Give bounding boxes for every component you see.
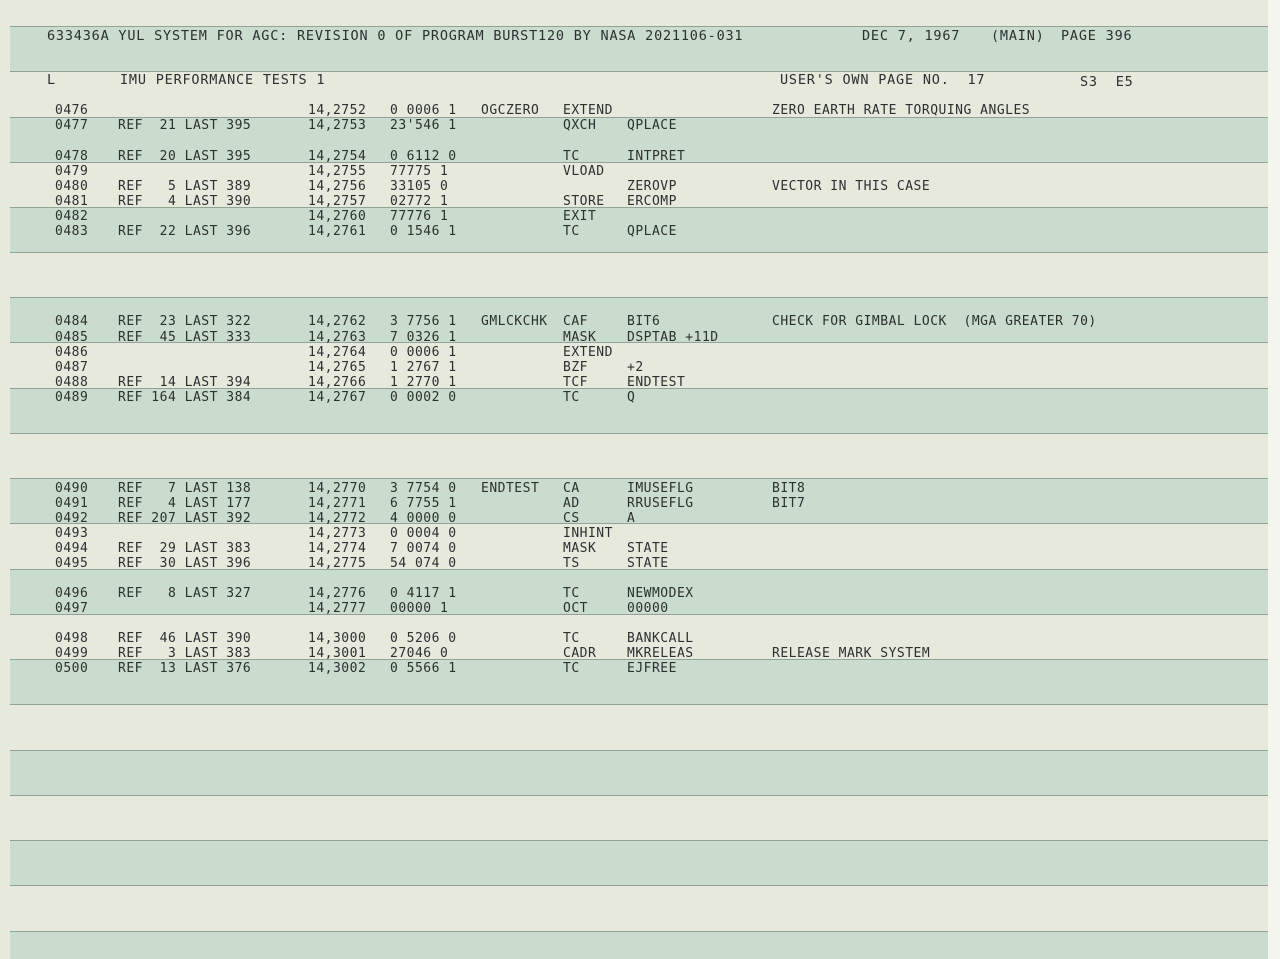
address: 14,2760	[308, 209, 367, 224]
green-band	[10, 840, 1268, 886]
ref-info: REF 4 LAST 390	[118, 194, 252, 209]
address: 14,3001	[308, 646, 367, 661]
line-number: 0487	[55, 360, 89, 375]
ref-info: REF 207 LAST 392	[118, 511, 252, 526]
address: 14,2773	[308, 526, 367, 541]
operand: +2	[627, 360, 644, 375]
octal-word: 0 5566 1	[390, 661, 457, 676]
address: 14,2765	[308, 360, 367, 375]
operand: Q	[627, 390, 636, 405]
operand: MKRELEAS	[627, 646, 694, 661]
opcode: TCF	[563, 375, 588, 390]
opcode: TC	[563, 631, 580, 646]
address: 14,2763	[308, 330, 367, 345]
octal-word: 27046 0	[390, 646, 449, 661]
line-number: 0490	[55, 481, 89, 496]
rule-line	[10, 885, 1268, 886]
opcode: VLOAD	[563, 164, 605, 179]
opcode: OCT	[563, 601, 588, 616]
ref-info: REF 3 LAST 383	[118, 646, 252, 661]
operand: BANKCALL	[627, 631, 694, 646]
line-number: 0493	[55, 526, 89, 541]
opcode: MASK	[563, 541, 597, 556]
line-number: 0494	[55, 541, 89, 556]
operand: STATE	[627, 541, 669, 556]
address: 14,2771	[308, 496, 367, 511]
ref-info: REF 22 LAST 396	[118, 224, 252, 239]
opcode: AD	[563, 496, 580, 511]
octal-word: 77776 1	[390, 209, 449, 224]
line-number: 0478	[55, 149, 89, 164]
comment: RELEASE MARK SYSTEM	[772, 646, 931, 661]
address: 14,2777	[308, 601, 367, 616]
comment: ZERO EARTH RATE TORQUING ANGLES	[772, 103, 1031, 118]
paper-edge	[1268, 0, 1280, 959]
line-number: 0485	[55, 330, 89, 345]
octal-word: 1 2767 1	[390, 360, 457, 375]
line-number: 0479	[55, 164, 89, 179]
symbol-label: OGCZERO	[481, 103, 540, 118]
operand: NEWMODEX	[627, 586, 694, 601]
opcode: MASK	[563, 330, 597, 345]
line-number: 0477	[55, 118, 89, 133]
opcode: EXIT	[563, 209, 597, 224]
octal-word: 3 7756 1	[390, 314, 457, 329]
operand: EJFREE	[627, 661, 677, 676]
address: 14,2776	[308, 586, 367, 601]
line-number: 0499	[55, 646, 89, 661]
line-number: 0484	[55, 314, 89, 329]
line-number: 0480	[55, 179, 89, 194]
octal-word: 7 0074 0	[390, 541, 457, 556]
address: 14,2755	[308, 164, 367, 179]
operand: 00000	[627, 601, 669, 616]
header-date: DEC 7, 1967	[862, 28, 961, 44]
line-number: 0488	[55, 375, 89, 390]
operand: INTPRET	[627, 149, 686, 164]
line-number: 0481	[55, 194, 89, 209]
operand: A	[627, 511, 636, 526]
octal-word: 0 1546 1	[390, 224, 457, 239]
ref-info: REF 5 LAST 389	[118, 179, 252, 194]
ref-info: REF 23 LAST 322	[118, 314, 252, 329]
comment: BIT8	[772, 481, 806, 496]
opcode: EXTEND	[563, 345, 613, 360]
octal-word: 0 4117 1	[390, 586, 457, 601]
ref-info: REF 29 LAST 383	[118, 541, 252, 556]
operand: QPLACE	[627, 224, 677, 239]
header-page-number: PAGE 396	[1061, 28, 1133, 44]
line-number: 0486	[55, 345, 89, 360]
line-number: 0489	[55, 390, 89, 405]
octal-word: 0 6112 0	[390, 149, 457, 164]
line-number: 0492	[55, 511, 89, 526]
symbol-label: ENDTEST	[481, 481, 540, 496]
rule-line	[10, 252, 1268, 253]
line-number: 0496	[55, 586, 89, 601]
line-number: 0498	[55, 631, 89, 646]
operand: QPLACE	[627, 118, 677, 133]
address: 14,2767	[308, 390, 367, 405]
octal-word: 0 5206 0	[390, 631, 457, 646]
line-number: 0482	[55, 209, 89, 224]
octal-word: 1 2770 1	[390, 375, 457, 390]
ref-info: REF 21 LAST 395	[118, 118, 252, 133]
address: 14,2770	[308, 481, 367, 496]
ref-info: REF 45 LAST 333	[118, 330, 252, 345]
line-number: 0495	[55, 556, 89, 571]
octal-word: 33105 0	[390, 179, 449, 194]
comment: VECTOR IN THIS CASE	[772, 179, 931, 194]
header-codes: S3 E5	[1080, 74, 1134, 90]
ref-info: REF 4 LAST 177	[118, 496, 252, 511]
address: 14,2761	[308, 224, 367, 239]
header-main: (MAIN)	[991, 28, 1045, 44]
header-program-line: 633436A YUL SYSTEM FOR AGC: REVISION 0 OF PROGRAM BURST120 BY NASA 2021106-031	[47, 28, 744, 44]
address: 14,2754	[308, 149, 367, 164]
address: 14,2764	[308, 345, 367, 360]
octal-word: 0 0006 1	[390, 103, 457, 118]
address: 14,2752	[308, 103, 367, 118]
address: 14,2762	[308, 314, 367, 329]
line-number: 0497	[55, 601, 89, 616]
ref-info: REF 14 LAST 394	[118, 375, 252, 390]
octal-word: 7 0326 1	[390, 330, 457, 345]
rule-line	[10, 704, 1268, 705]
symbol-label: GMLCKCHK	[481, 314, 548, 329]
opcode: TC	[563, 390, 580, 405]
address: 14,2757	[308, 194, 367, 209]
address: 14,2772	[308, 511, 367, 526]
ref-info: REF 46 LAST 390	[118, 631, 252, 646]
operand: ENDTEST	[627, 375, 686, 390]
address: 14,2753	[308, 118, 367, 133]
octal-word: 0 0002 0	[390, 390, 457, 405]
octal-word: 02772 1	[390, 194, 449, 209]
line-number: 0483	[55, 224, 89, 239]
users-page-number: USER'S OWN PAGE NO. 17	[780, 72, 986, 88]
octal-word: 54 074 0	[390, 556, 457, 571]
octal-word: 4 0000 0	[390, 511, 457, 526]
octal-word: 23'546 1	[390, 118, 457, 133]
address: 14,2775	[308, 556, 367, 571]
octal-word: 3 7754 0	[390, 481, 457, 496]
opcode: BZF	[563, 360, 588, 375]
line-number: 0500	[55, 661, 89, 676]
opcode: STORE	[563, 194, 605, 209]
opcode: TC	[563, 224, 580, 239]
opcode: QXCH	[563, 118, 597, 133]
opcode: CS	[563, 511, 580, 526]
octal-word: 00000 1	[390, 601, 449, 616]
operand: BIT6	[627, 314, 661, 329]
ref-info: REF 13 LAST 376	[118, 661, 252, 676]
address: 14,2766	[308, 375, 367, 390]
line-number: 0491	[55, 496, 89, 511]
opcode: EXTEND	[563, 103, 613, 118]
comment: BIT7	[772, 496, 806, 511]
opcode: CAF	[563, 314, 588, 329]
ref-info: REF 20 LAST 395	[118, 149, 252, 164]
opcode: TC	[563, 586, 580, 601]
operand: RRUSEFLG	[627, 496, 694, 511]
operand: STATE	[627, 556, 669, 571]
operand: IMUSEFLG	[627, 481, 694, 496]
octal-word: 0 0006 1	[390, 345, 457, 360]
ref-info: REF 8 LAST 327	[118, 586, 252, 601]
rule-line	[10, 433, 1268, 434]
operand: DSPTAB +11D	[627, 330, 719, 345]
operand: ERCOMP	[627, 194, 677, 209]
green-band	[10, 750, 1268, 796]
ref-info: REF 7 LAST 138	[118, 481, 252, 496]
octal-word: 77775 1	[390, 164, 449, 179]
opcode: TS	[563, 556, 580, 571]
opcode: CA	[563, 481, 580, 496]
section-title: IMU PERFORMANCE TESTS 1	[120, 72, 326, 88]
address: 14,3002	[308, 661, 367, 676]
header-l-marker: L	[47, 72, 56, 88]
green-band	[10, 931, 1268, 959]
opcode: INHINT	[563, 526, 613, 541]
octal-word: 0 0004 0	[390, 526, 457, 541]
octal-word: 6 7755 1	[390, 496, 457, 511]
address: 14,2774	[308, 541, 367, 556]
opcode: CADR	[563, 646, 597, 661]
ref-info: REF 164 LAST 384	[118, 390, 252, 405]
rule-line	[10, 795, 1268, 796]
address: 14,2756	[308, 179, 367, 194]
ref-info: REF 30 LAST 396	[118, 556, 252, 571]
opcode: TC	[563, 149, 580, 164]
comment: CHECK FOR GIMBAL LOCK (MGA GREATER 70)	[772, 314, 1097, 329]
opcode: TC	[563, 661, 580, 676]
operand: ZEROVP	[627, 179, 677, 194]
address: 14,3000	[308, 631, 367, 646]
line-number: 0476	[55, 103, 89, 118]
